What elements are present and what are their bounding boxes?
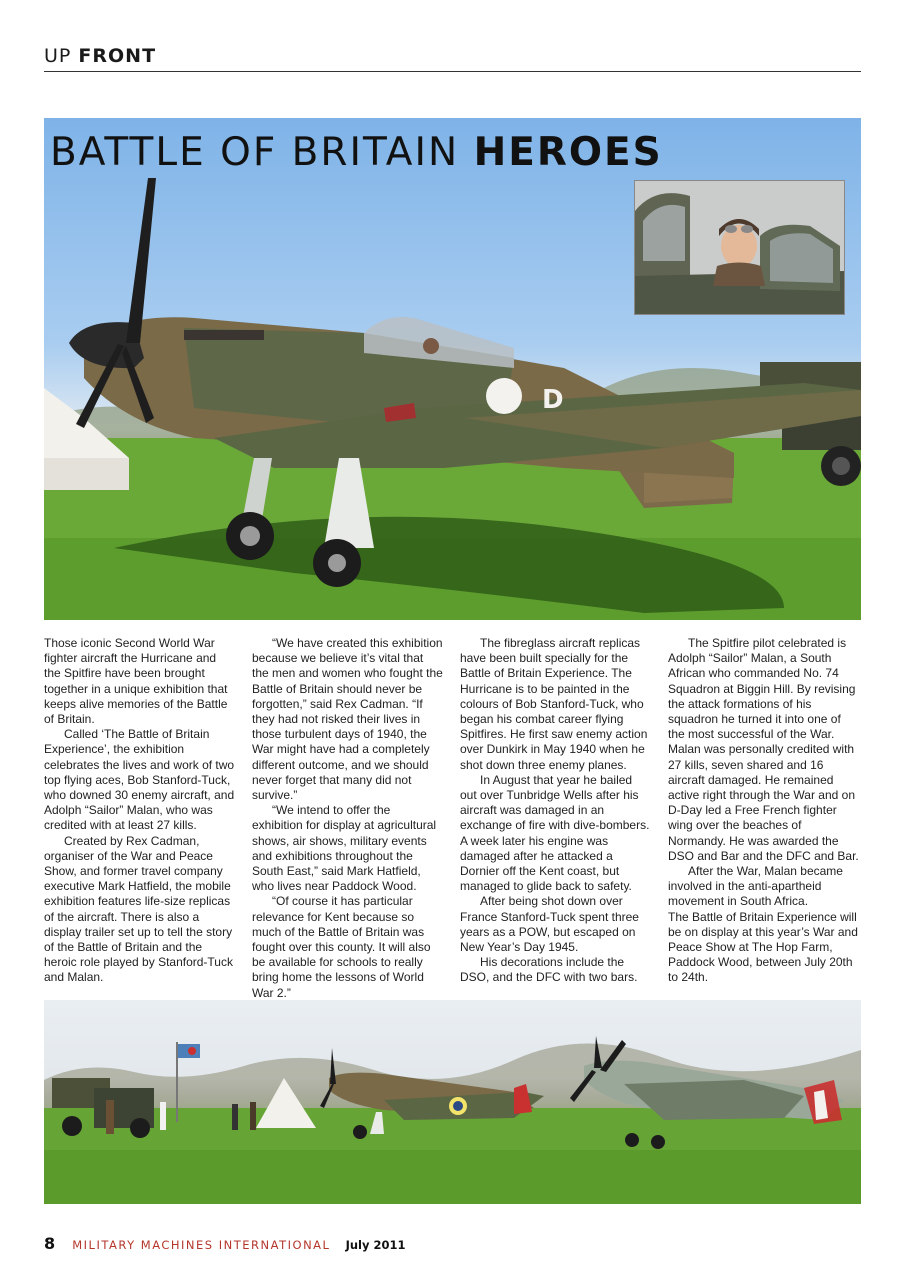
article-body	[44, 636, 861, 1000]
magazine-name: MILITARY MACHINES INTERNATIONAL	[72, 1238, 331, 1252]
page-footer	[44, 1234, 405, 1254]
paragraph: After being shot down over France Stanford-Tuck spent three years as a POW, but escaped on New Year’s Day 1945.	[460, 894, 639, 955]
hurricane-spitfire-display-illustration	[44, 1000, 861, 1204]
article-column-4	[668, 636, 859, 986]
paragraph: Created by Rex Cadman, organiser of the War and Peace Show, and former travel company executive Mark Hatfield, the mobile exhibition features life-size replicas of the aircraft. There is also a display trailer set up to tell the story of the Battle of Britain and the heroic role played by Stanford-Tuck and Malan.	[44, 833, 233, 985]
paragraph: In August that year he bailed out over Tunbridge Wells after his aircraft was damaged in an exchange of fire with dive-bombers. A week later his engine was damaged after he attacked a Dornier off the Kent coast, but managed to glide back to safety.	[460, 772, 650, 894]
inset-photo-pilot	[634, 180, 845, 315]
hero-photo	[44, 118, 861, 620]
paragraph: “Of course it has particular relevance for Kent because so much of the Battle of Britain was fought over this county. It will also be available for schools to really bring home the lessons of World War 2.”	[252, 894, 431, 1000]
section-label-bold: FRONT	[78, 45, 157, 67]
page-number: 8	[44, 1234, 56, 1253]
pilot-cockpit-illustration	[635, 181, 844, 314]
paragraph: The Spitfire pilot celebrated is Adolph “Sailor” Malan, a South African who commanded No. 74 Squadron at Biggin Hill. By revising the attack formations of his squadron he turned it into one of the most successful of the War. Malan was personally credited with 27 kills, seven shared and 16 aircraft damaged. He remained active right through the War and on D-Day led a Free French fighter wing over the beaches of Normandy. He was awarded the DSO and Bar and the DFC and Bar.	[668, 636, 859, 863]
paragraph: Those iconic Second World War fighter aircraft the Hurricane and the Spitfire have been brought together in a unique exhibition that keeps alive memories of the Battle of Britain.	[44, 636, 228, 727]
section-label-light: UP	[44, 45, 72, 67]
article-column-3	[460, 636, 651, 986]
section-header	[44, 44, 861, 72]
article-title	[50, 130, 663, 175]
title-bold: HEROES	[473, 130, 663, 175]
paragraph: After the War, Malan became involved in the anti-apartheid movement in South Africa.	[668, 864, 843, 909]
paragraph: The fibreglass aircraft replicas have been built specially for the Battle of Britain Experience. The Hurricane is to be painted in the colours of Bob Stanford-Tuck, who began his combat career flying Spitfires. He first saw enemy action over Dunkirk in May 1940 when he shot down three enemy planes.	[460, 636, 648, 772]
title-light: BATTLE OF BRITAIN	[50, 130, 460, 175]
svg-text:D: D	[542, 385, 564, 415]
paragraph: Called ‘The Battle of Britain Experience’, the exhibition celebrates the lives and work of two top flying aces, Bob Stanford-Tuck, who downed 30 enemy aircraft, and Adolph “Sailor” Malan, who was credited with at least 27 kills.	[44, 727, 235, 833]
paragraph: The Battle of Britain Experience will be on display at this year’s War and Peace Show at The Hop Farm, Paddock Wood, between July 20th to 24th.	[668, 909, 858, 985]
paragraph: His decorations include the DSO, and the DFC with two bars.	[460, 955, 638, 985]
article-column-2	[252, 636, 443, 1001]
article-column-1	[44, 636, 235, 986]
paragraph: “We have created this exhibition because we believe it’s vital that the men and women who fought the Battle of Britain should never be forgotten,” said Rex Cadman. “If they had not risked their lives in those turbulent days of 1940, the War might have had a completely different outcome, and we should never forget that many did not survive.”	[252, 636, 443, 803]
paragraph: “We intend to offer the exhibition for display at agricultural shows, air shows, military events and exhibitions throughout the South East,” said Mark Hatfield, who lives near Paddock Wood.	[252, 803, 437, 894]
bottom-photo-hurricane-spitfire	[44, 1000, 861, 1204]
issue-date: July 2011	[345, 1238, 406, 1252]
